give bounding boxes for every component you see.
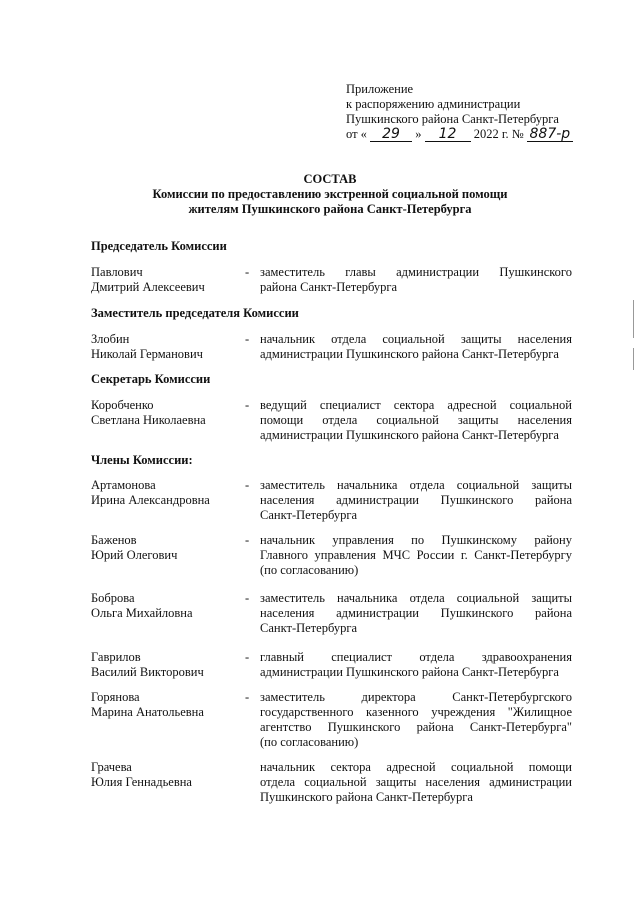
- title-line-2: жителям Пушкинского района Санкт-Петербурга: [188, 202, 472, 216]
- date-prefix: от «: [346, 127, 367, 141]
- section-deputy: Заместитель председателя Комиссии: [91, 306, 299, 320]
- appendix-date-line: [346, 127, 606, 142]
- section-secretary: Секретарь Комиссии: [91, 372, 211, 386]
- member-given-names: Николай Германович: [91, 347, 203, 361]
- order-number: 887-р: [527, 128, 573, 142]
- member-position: ведущий специалист сектора адресной социальной помощи отдела социальной защиты населения администрации Пушкинского района Санкт-Петербурга: [260, 398, 572, 442]
- section-members: Члены Комиссии:: [91, 453, 193, 467]
- member-position: заместитель главы администрации Пушкинского района Санкт-Петербурга: [260, 265, 572, 294]
- member-given-names: Юлия Геннадьевна: [91, 775, 192, 789]
- appendix-district-line: Пушкинского района Санкт-Петербурга: [346, 112, 559, 126]
- member-surname: Горянова: [91, 690, 140, 704]
- section-chair: Председатель Комиссии: [91, 239, 227, 253]
- separator-dash: -: [245, 398, 250, 412]
- member-given-names: Дмитрий Алексеевич: [91, 280, 205, 294]
- separator-dash: -: [245, 650, 250, 664]
- separator-dash: -: [245, 478, 250, 492]
- member-given-names: Ирина Александровна: [91, 493, 210, 507]
- separator-dash: -: [245, 690, 250, 704]
- appendix-block: [346, 82, 606, 142]
- member-surname: Злобин: [91, 332, 130, 346]
- separator-dash: -: [245, 533, 250, 547]
- separator-dash: -: [245, 591, 250, 605]
- member-position: начальник отдела социальной защиты населения администрации Пушкинского района Санкт-Петербурга: [260, 332, 572, 361]
- member-given-names: Василий Викторович: [91, 665, 204, 679]
- member-position: начальник управления по Пушкинскому району Главного управления МЧС России г. Санкт-Петербургу (по согласованию): [260, 533, 572, 577]
- date-year: 2022 г. №: [473, 127, 524, 141]
- date-mid: »: [415, 127, 422, 141]
- member-surname: Баженов: [91, 533, 137, 547]
- appendix-order-line: к распоряжению администрации: [346, 97, 521, 111]
- member-surname: Артамонова: [91, 478, 156, 492]
- member-position: заместитель директора Санкт-Петербургского государственного казенного учреждения "Жилищное агентство Пушкинского района Санкт-Петербурга" (по согласованию): [260, 690, 572, 749]
- member-position: начальник сектора адресной социальной помощи отдела социальной защиты населения администрации Пушкинского района Санкт-Петербурга: [260, 760, 572, 804]
- member-position: заместитель начальника отдела социальной защиты населения администрации Пушкинского района Санкт-Петербурга: [260, 591, 572, 635]
- member-surname: Боброва: [91, 591, 135, 605]
- title-line-1: Комиссии по предоставлению экстренной социальной помощи: [152, 187, 508, 201]
- member-given-names: Светлана Николаевна: [91, 413, 206, 427]
- member-position: заместитель начальника отдела социальной защиты населения администрации Пушкинского района Санкт-Петербурга: [260, 478, 572, 522]
- member-surname: Коробченко: [91, 398, 154, 412]
- member-given-names: Ольга Михайловна: [91, 606, 193, 620]
- date-day: 29: [370, 128, 412, 142]
- appendix-title: Приложение: [346, 82, 414, 96]
- member-surname: Гаврилов: [91, 650, 141, 664]
- member-given-names: Юрий Олегович: [91, 548, 178, 562]
- scan-mark: [633, 300, 634, 338]
- separator-dash: -: [245, 332, 250, 346]
- document-title: [60, 172, 600, 217]
- member-surname: Грачева: [91, 760, 132, 774]
- scan-mark: [633, 348, 634, 370]
- member-surname: Павлович: [91, 265, 143, 279]
- member-position: главный специалист отдела здравоохранения администрации Пушкинского района Санкт-Петербурга: [260, 650, 572, 679]
- member-given-names: Марина Анатольевна: [91, 705, 204, 719]
- date-month: 12: [425, 128, 471, 142]
- separator-dash: -: [245, 265, 250, 279]
- title-heading: СОСТАВ: [303, 172, 357, 186]
